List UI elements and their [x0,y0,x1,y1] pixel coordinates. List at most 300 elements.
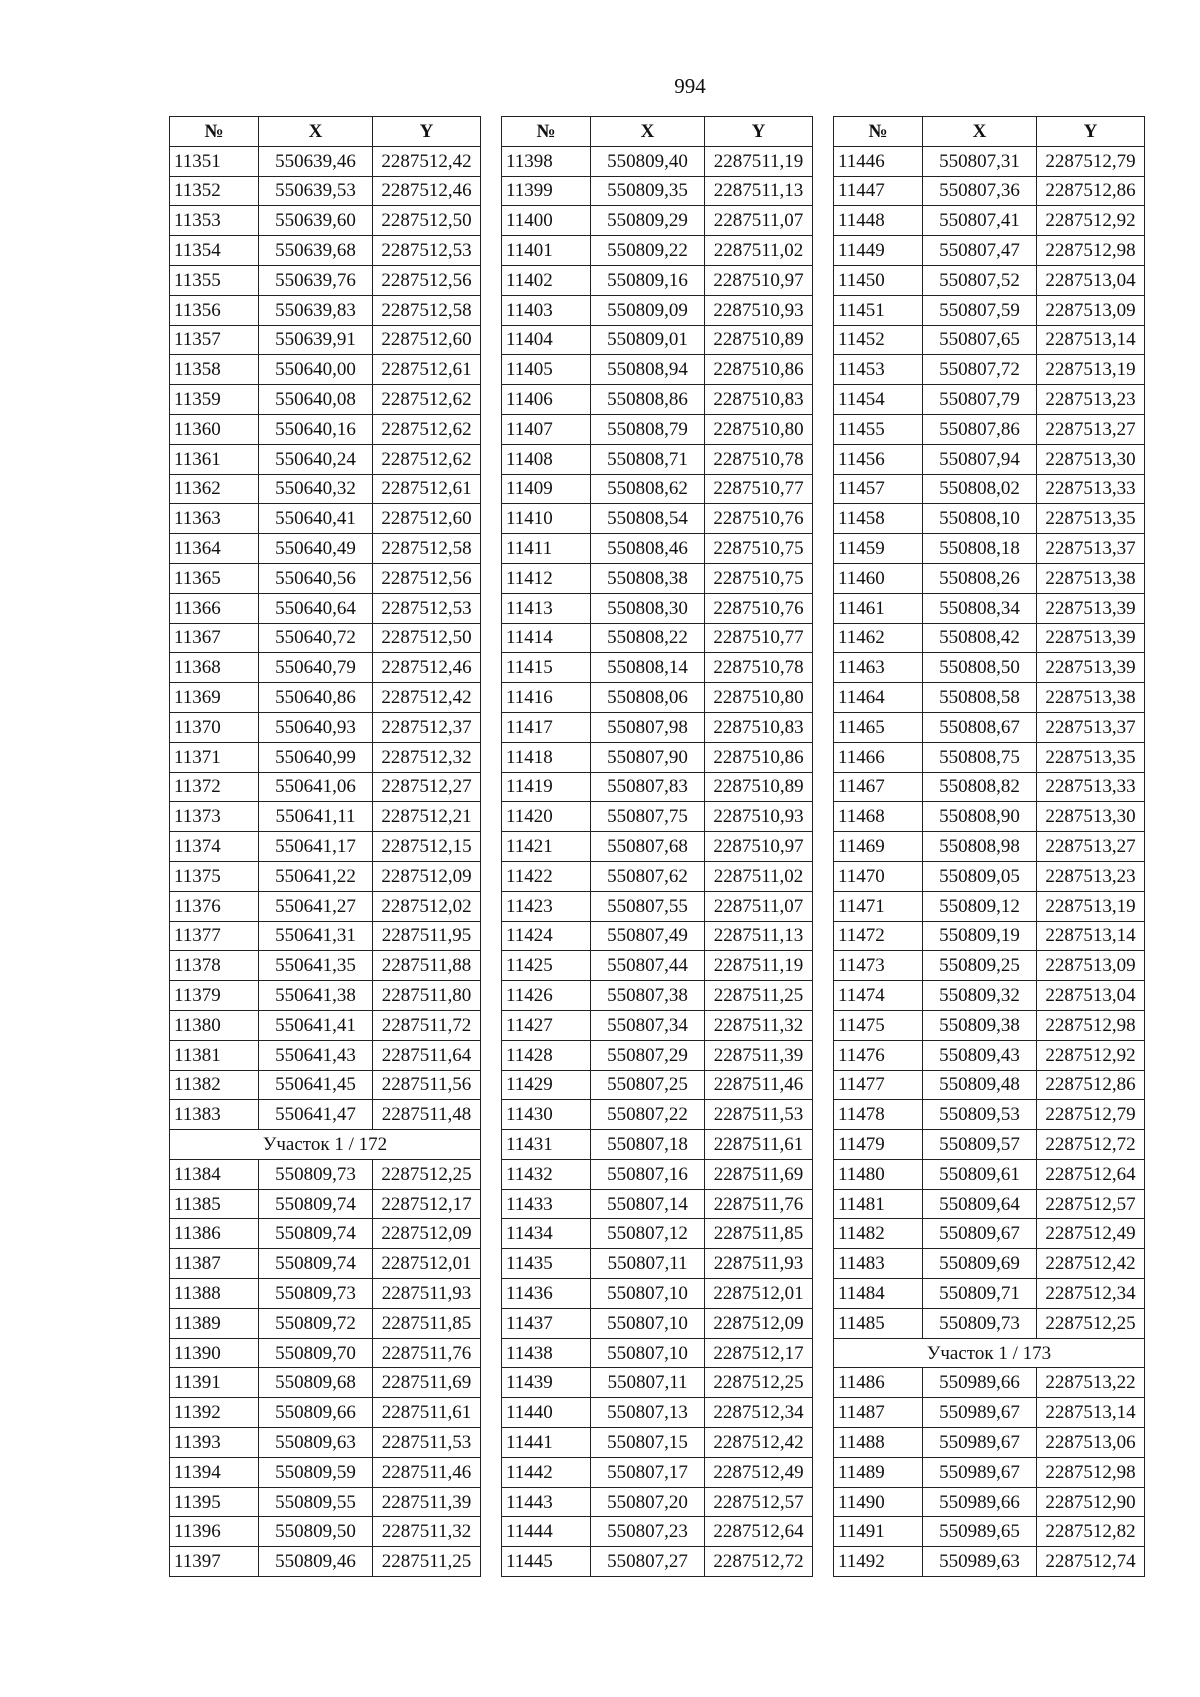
x-coordinate-cell: 550809,19 [923,921,1037,951]
table-row [170,1457,481,1487]
point-number-cell: 11492 [834,1547,923,1577]
x-coordinate-cell: 550808,46 [591,534,705,564]
x-coordinate-cell: 550809,73 [259,1159,373,1189]
x-coordinate-cell: 550989,63 [923,1547,1037,1577]
x-coordinate-cell: 550807,83 [591,772,705,802]
y-coordinate-cell: 2287510,78 [705,444,813,474]
x-coordinate-cell: 550809,53 [923,1100,1037,1130]
table-row [170,504,481,534]
point-number-cell: 11487 [834,1398,923,1428]
table-row [502,1189,813,1219]
x-coordinate-cell: 550809,12 [923,891,1037,921]
y-coordinate-cell: 2287511,72 [373,1010,481,1040]
y-coordinate-cell: 2287513,33 [1037,474,1145,504]
x-coordinate-cell: 550809,68 [259,1368,373,1398]
x-coordinate-cell: 550989,67 [923,1398,1037,1428]
table-row [170,1547,481,1577]
y-coordinate-cell: 2287513,38 [1037,563,1145,593]
x-coordinate-cell: 550809,71 [923,1279,1037,1309]
point-number-cell: 11451 [834,295,923,325]
y-coordinate-cell: 2287511,39 [705,1040,813,1070]
x-coordinate-cell: 550808,86 [591,385,705,415]
x-coordinate-cell: 550807,31 [923,146,1037,176]
y-coordinate-cell: 2287513,19 [1037,355,1145,385]
point-number-cell: 11458 [834,504,923,534]
y-coordinate-cell: 2287512,42 [373,683,481,713]
table-row [834,1398,1145,1428]
x-coordinate-cell: 550809,59 [259,1457,373,1487]
point-number-cell: 11379 [170,981,259,1011]
x-coordinate-cell: 550639,83 [259,295,373,325]
table-row [170,653,481,683]
table-row [170,802,481,832]
y-coordinate-cell: 2287511,85 [705,1219,813,1249]
y-coordinate-cell: 2287511,88 [373,951,481,981]
point-number-cell: 11378 [170,951,259,981]
point-number-cell: 11435 [502,1249,591,1279]
y-coordinate-cell: 2287512,56 [373,265,481,295]
y-coordinate-cell: 2287511,19 [705,951,813,981]
table-row [170,1159,481,1189]
point-number-cell: 11383 [170,1100,259,1130]
section-label: Участок 1 / 173 [834,1338,1145,1368]
point-number-cell: 11467 [834,772,923,802]
point-number-cell: 11447 [834,176,923,206]
x-coordinate-cell: 550807,49 [591,921,705,951]
y-coordinate-cell: 2287512,49 [705,1457,813,1487]
table-row [834,414,1145,444]
x-coordinate-cell: 550807,15 [591,1428,705,1458]
y-coordinate-cell: 2287512,92 [1037,1040,1145,1070]
y-coordinate-cell: 2287511,53 [705,1100,813,1130]
point-number-cell: 11422 [502,861,591,891]
x-coordinate-cell: 550809,43 [923,1040,1037,1070]
point-number-cell: 11443 [502,1487,591,1517]
table-row [170,1487,481,1517]
x-coordinate-cell: 550809,55 [259,1487,373,1517]
point-number-cell: 11373 [170,802,259,832]
y-coordinate-cell: 2287510,77 [705,623,813,653]
point-number-cell: 11420 [502,802,591,832]
section-label: Участок 1 / 172 [170,1130,481,1160]
y-coordinate-cell: 2287510,93 [705,802,813,832]
x-coordinate-cell: 550808,26 [923,563,1037,593]
x-coordinate-cell: 550639,91 [259,325,373,355]
point-number-cell: 11471 [834,891,923,921]
point-number-cell: 11423 [502,891,591,921]
y-coordinate-cell: 2287513,14 [1037,921,1145,951]
y-coordinate-cell: 2287510,97 [705,832,813,862]
y-coordinate-cell: 2287512,15 [373,832,481,862]
x-coordinate-cell: 550808,50 [923,653,1037,683]
y-coordinate-cell: 2287512,17 [705,1338,813,1368]
y-coordinate-cell: 2287513,27 [1037,832,1145,862]
point-number-cell: 11412 [502,563,591,593]
x-coordinate-cell: 550808,75 [923,742,1037,772]
point-number-cell: 11391 [170,1368,259,1398]
y-coordinate-cell: 2287512,01 [705,1279,813,1309]
x-coordinate-cell: 550640,86 [259,683,373,713]
table-row [834,474,1145,504]
point-number-cell: 11432 [502,1159,591,1189]
y-coordinate-cell: 2287512,82 [1037,1517,1145,1547]
x-coordinate-cell: 550809,35 [591,176,705,206]
table-header-row [834,117,1145,147]
table-row [834,1040,1145,1070]
x-coordinate-cell: 550641,31 [259,921,373,951]
y-coordinate-cell: 2287512,72 [705,1547,813,1577]
y-coordinate-cell: 2287511,02 [705,861,813,891]
table-row [502,385,813,415]
point-number-cell: 11394 [170,1457,259,1487]
y-coordinate-cell: 2287512,09 [373,1219,481,1249]
y-coordinate-cell: 2287510,78 [705,653,813,683]
header-number: № [834,117,923,147]
point-number-cell: 11385 [170,1189,259,1219]
y-coordinate-cell: 2287510,76 [705,593,813,623]
table-header-row [170,117,481,147]
x-coordinate-cell: 550809,40 [591,146,705,176]
table-row [502,1308,813,1338]
point-number-cell: 11366 [170,593,259,623]
point-number-cell: 11364 [170,534,259,564]
point-number-cell: 11429 [502,1070,591,1100]
section-row [170,1130,481,1160]
x-coordinate-cell: 550807,55 [591,891,705,921]
point-number-cell: 11489 [834,1457,923,1487]
table-row [502,1010,813,1040]
table-row [502,623,813,653]
table-row [170,921,481,951]
y-coordinate-cell: 2287510,93 [705,295,813,325]
y-coordinate-cell: 2287513,30 [1037,444,1145,474]
table-row [170,1070,481,1100]
point-number-cell: 11450 [834,265,923,295]
x-coordinate-cell: 550807,36 [923,176,1037,206]
point-number-cell: 11393 [170,1428,259,1458]
table-row [502,951,813,981]
y-coordinate-cell: 2287512,62 [373,444,481,474]
x-coordinate-cell: 550807,41 [923,206,1037,236]
y-coordinate-cell: 2287512,50 [373,206,481,236]
y-coordinate-cell: 2287513,35 [1037,504,1145,534]
table-row [834,355,1145,385]
table-row [170,563,481,593]
table-row [502,1547,813,1577]
y-coordinate-cell: 2287513,35 [1037,742,1145,772]
table-row [170,1100,481,1130]
y-coordinate-cell: 2287512,46 [373,653,481,683]
table-row [502,981,813,1011]
table-row [834,802,1145,832]
y-coordinate-cell: 2287513,38 [1037,683,1145,713]
header-x: X [923,117,1037,147]
x-coordinate-cell: 550808,10 [923,504,1037,534]
x-coordinate-cell: 550808,94 [591,355,705,385]
y-coordinate-cell: 2287510,89 [705,325,813,355]
header-number: № [170,117,259,147]
table-row [170,1398,481,1428]
table-row [170,1517,481,1547]
y-coordinate-cell: 2287512,25 [1037,1308,1145,1338]
point-number-cell: 11400 [502,206,591,236]
point-number-cell: 11388 [170,1279,259,1309]
table-row [170,206,481,236]
table-row [502,1159,813,1189]
x-coordinate-cell: 550809,38 [923,1010,1037,1040]
table-row [170,385,481,415]
table-row [170,146,481,176]
x-coordinate-cell: 550989,67 [923,1428,1037,1458]
table-row [170,236,481,266]
x-coordinate-cell: 550807,23 [591,1517,705,1547]
y-coordinate-cell: 2287511,07 [705,891,813,921]
y-coordinate-cell: 2287513,04 [1037,265,1145,295]
x-coordinate-cell: 550809,74 [259,1249,373,1279]
table-row [834,1368,1145,1398]
x-coordinate-cell: 550808,38 [591,563,705,593]
point-number-cell: 11399 [502,176,591,206]
x-coordinate-cell: 550989,66 [923,1368,1037,1398]
table-row [170,1249,481,1279]
table-row [502,265,813,295]
y-coordinate-cell: 2287511,32 [373,1517,481,1547]
x-coordinate-cell: 550807,10 [591,1308,705,1338]
point-number-cell: 11445 [502,1547,591,1577]
x-coordinate-cell: 550989,67 [923,1457,1037,1487]
table-row [170,712,481,742]
y-coordinate-cell: 2287512,42 [373,146,481,176]
y-coordinate-cell: 2287510,75 [705,534,813,564]
x-coordinate-cell: 550808,34 [923,593,1037,623]
x-coordinate-cell: 550809,73 [259,1279,373,1309]
table-row [170,474,481,504]
table-row [170,295,481,325]
y-coordinate-cell: 2287510,80 [705,414,813,444]
table-row [834,981,1145,1011]
table-row [834,1189,1145,1219]
x-coordinate-cell: 550807,12 [591,1219,705,1249]
point-number-cell: 11382 [170,1070,259,1100]
table-row [834,236,1145,266]
point-number-cell: 11425 [502,951,591,981]
point-number-cell: 11465 [834,712,923,742]
point-number-cell: 11387 [170,1249,259,1279]
point-number-cell: 11449 [834,236,923,266]
table-row [502,206,813,236]
y-coordinate-cell: 2287512,79 [1037,1100,1145,1130]
x-coordinate-cell: 550807,75 [591,802,705,832]
point-number-cell: 11466 [834,742,923,772]
y-coordinate-cell: 2287511,46 [705,1070,813,1100]
x-coordinate-cell: 550807,72 [923,355,1037,385]
point-number-cell: 11396 [170,1517,259,1547]
x-coordinate-cell: 550808,54 [591,504,705,534]
y-coordinate-cell: 2287512,42 [705,1428,813,1458]
x-coordinate-cell: 550639,53 [259,176,373,206]
x-coordinate-cell: 550809,67 [923,1219,1037,1249]
x-coordinate-cell: 550639,46 [259,146,373,176]
y-coordinate-cell: 2287512,34 [705,1398,813,1428]
point-number-cell: 11490 [834,1487,923,1517]
y-coordinate-cell: 2287512,60 [373,504,481,534]
y-coordinate-cell: 2287513,09 [1037,295,1145,325]
table-row [834,1219,1145,1249]
y-coordinate-cell: 2287511,02 [705,236,813,266]
point-number-cell: 11468 [834,802,923,832]
y-coordinate-cell: 2287512,27 [373,772,481,802]
point-number-cell: 11479 [834,1130,923,1160]
table-row [834,504,1145,534]
point-number-cell: 11377 [170,921,259,951]
y-coordinate-cell: 2287511,32 [705,1010,813,1040]
table-row [502,1398,813,1428]
table-row [502,504,813,534]
x-coordinate-cell: 550640,99 [259,742,373,772]
point-number-cell: 11374 [170,832,259,862]
point-number-cell: 11407 [502,414,591,444]
table-row [502,653,813,683]
x-coordinate-cell: 550989,65 [923,1517,1037,1547]
x-coordinate-cell: 550807,59 [923,295,1037,325]
x-coordinate-cell: 550809,57 [923,1130,1037,1160]
table-row [170,1040,481,1070]
x-coordinate-cell: 550807,44 [591,951,705,981]
table-row [502,1279,813,1309]
table-header-row [502,117,813,147]
table-row [170,772,481,802]
y-coordinate-cell: 2287511,76 [373,1338,481,1368]
y-coordinate-cell: 2287512,53 [373,236,481,266]
table-row [502,146,813,176]
table-row [170,265,481,295]
y-coordinate-cell: 2287512,90 [1037,1487,1145,1517]
y-coordinate-cell: 2287513,14 [1037,1398,1145,1428]
y-coordinate-cell: 2287512,50 [373,623,481,653]
x-coordinate-cell: 550809,25 [923,951,1037,981]
point-number-cell: 11386 [170,1219,259,1249]
point-number-cell: 11367 [170,623,259,653]
point-number-cell: 11360 [170,414,259,444]
point-number-cell: 11361 [170,444,259,474]
table-row [502,1130,813,1160]
point-number-cell: 11370 [170,712,259,742]
x-coordinate-cell: 550809,61 [923,1159,1037,1189]
table-row [502,683,813,713]
point-number-cell: 11485 [834,1308,923,1338]
table-row [170,1308,481,1338]
y-coordinate-cell: 2287510,83 [705,385,813,415]
point-number-cell: 11362 [170,474,259,504]
y-coordinate-cell: 2287511,25 [705,981,813,1011]
point-number-cell: 11418 [502,742,591,772]
table-row [170,861,481,891]
point-number-cell: 11401 [502,236,591,266]
y-coordinate-cell: 2287510,75 [705,563,813,593]
point-number-cell: 11421 [502,832,591,862]
point-number-cell: 11474 [834,981,923,1011]
x-coordinate-cell: 550640,32 [259,474,373,504]
table-row [502,295,813,325]
y-coordinate-cell: 2287512,49 [1037,1219,1145,1249]
table-row [834,265,1145,295]
y-coordinate-cell: 2287511,69 [705,1159,813,1189]
table-row [170,1189,481,1219]
x-coordinate-cell: 550639,68 [259,236,373,266]
table-row [170,891,481,921]
point-number-cell: 11371 [170,742,259,772]
table-row [170,1338,481,1368]
x-coordinate-cell: 550808,79 [591,414,705,444]
y-coordinate-cell: 2287511,39 [373,1487,481,1517]
point-number-cell: 11464 [834,683,923,713]
table-row [834,921,1145,951]
point-number-cell: 11488 [834,1428,923,1458]
y-coordinate-cell: 2287512,61 [373,355,481,385]
y-coordinate-cell: 2287513,23 [1037,385,1145,415]
table-row [834,534,1145,564]
point-number-cell: 11376 [170,891,259,921]
y-coordinate-cell: 2287512,34 [1037,1279,1145,1309]
y-coordinate-cell: 2287511,85 [373,1308,481,1338]
point-number-cell: 11368 [170,653,259,683]
x-coordinate-cell: 550807,29 [591,1040,705,1070]
point-number-cell: 11456 [834,444,923,474]
x-coordinate-cell: 550640,16 [259,414,373,444]
table-row [502,891,813,921]
point-number-cell: 11483 [834,1249,923,1279]
point-number-cell: 11439 [502,1368,591,1398]
x-coordinate-cell: 550808,62 [591,474,705,504]
table-row [170,742,481,772]
y-coordinate-cell: 2287512,56 [373,563,481,593]
point-number-cell: 11478 [834,1100,923,1130]
point-number-cell: 11357 [170,325,259,355]
point-number-cell: 11384 [170,1159,259,1189]
table-row [834,1487,1145,1517]
table-row [834,1249,1145,1279]
x-coordinate-cell: 550809,66 [259,1398,373,1428]
x-coordinate-cell: 550808,98 [923,832,1037,862]
y-coordinate-cell: 2287511,61 [373,1398,481,1428]
table-row [502,563,813,593]
x-coordinate-cell: 550807,86 [923,414,1037,444]
point-number-cell: 11408 [502,444,591,474]
point-number-cell: 11436 [502,1279,591,1309]
table-row [502,772,813,802]
table-row [502,1249,813,1279]
table-row [834,146,1145,176]
point-number-cell: 11406 [502,385,591,415]
point-number-cell: 11461 [834,593,923,623]
x-coordinate-cell: 550641,43 [259,1040,373,1070]
y-coordinate-cell: 2287510,76 [705,504,813,534]
y-coordinate-cell: 2287511,95 [373,921,481,951]
table-row [834,176,1145,206]
y-coordinate-cell: 2287513,37 [1037,712,1145,742]
y-coordinate-cell: 2287512,09 [373,861,481,891]
y-coordinate-cell: 2287510,89 [705,772,813,802]
point-number-cell: 11414 [502,623,591,653]
point-number-cell: 11353 [170,206,259,236]
point-number-cell: 11372 [170,772,259,802]
y-coordinate-cell: 2287512,17 [373,1189,481,1219]
y-coordinate-cell: 2287513,39 [1037,593,1145,623]
point-number-cell: 11405 [502,355,591,385]
x-coordinate-cell: 550809,63 [259,1428,373,1458]
point-number-cell: 11453 [834,355,923,385]
point-number-cell: 11363 [170,504,259,534]
